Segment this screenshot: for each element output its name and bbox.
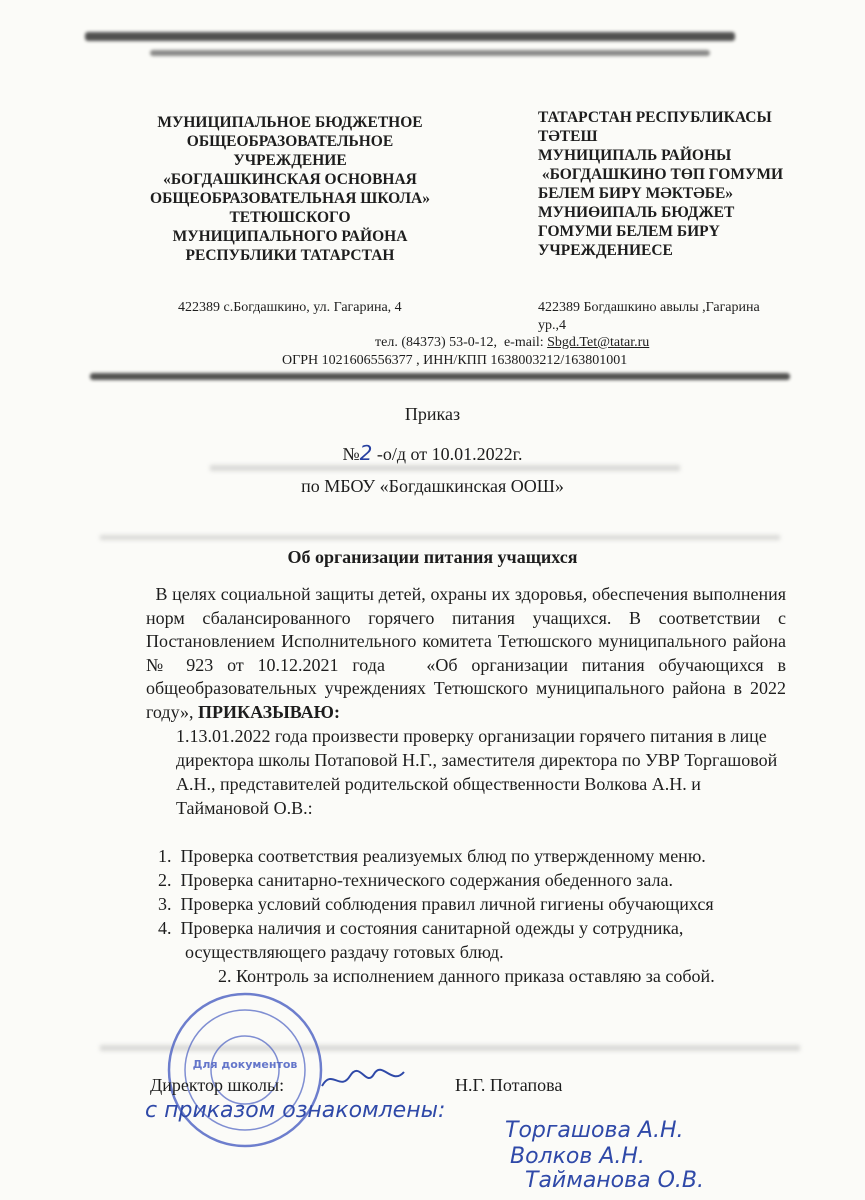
header-left-line: ТЕТЮШСКОГО bbox=[229, 209, 351, 226]
check-item: 3. Проверка условий соблюдения правил личной гигиены обучающихся bbox=[158, 894, 714, 914]
header-left-org bbox=[140, 113, 440, 265]
body-text: В целях социальной защиты детей, охраны их здоровья, обеспечения выполнения норм сбалансированного горячего питания учащихся. В соответствии с Постановлением Исполнительного комитета Тетюшского муниципального района № 923 от 10.12.2021 года «Об организации питания обучающихся в общеобразовательных учреждениях Тетюшского муниципального района в 2022 году», bbox=[146, 584, 791, 722]
director-label: Директор школы: bbox=[150, 1075, 285, 1095]
email-link[interactable]: Sbgd.Tet@tatar.ru bbox=[547, 335, 650, 350]
header-left-line: МУНИЦИПАЛЬНОЕ БЮДЖЕТНОЕ bbox=[157, 114, 423, 131]
check-item: 2. Проверка санитарно-технического содержания обеденного зала. bbox=[158, 870, 673, 890]
header-left-line: МУНИЦИПАЛЬНОГО РАЙОНА bbox=[172, 228, 408, 245]
check-item: 1. Проверка соответствия реализуемых блюд по утвержденному меню. bbox=[158, 846, 706, 866]
number-suffix: -о/д от 10.01.2022г. bbox=[372, 444, 523, 464]
order-number bbox=[0, 441, 865, 465]
ogrn-line: ОГРН 1021606556377 , ИНН/КПП 1638003212/163801001 bbox=[282, 353, 628, 368]
header-left-line: ОБЩЕОБРАЗОВАТЕЛЬНАЯ ШКОЛА» bbox=[150, 190, 430, 207]
header-right-line: УЧРЕЖДЕНИЕСЕ bbox=[538, 242, 673, 259]
header-right-line: «БОГДАШКИНО ТӨП ГОМУМИ bbox=[538, 166, 784, 183]
command-word: ПРИКАЗЫВАЮ: bbox=[198, 701, 340, 722]
stamp-center-text: Для документов bbox=[192, 1058, 298, 1071]
header-right-line: ТАТАРСТАН РЕСПУБЛИКАСЫ bbox=[538, 109, 772, 126]
item-2: 2. Контроль за исполнением данного приказа оставляю за собой. bbox=[218, 966, 715, 986]
acknowledged-note: с приказом ознакомлены: bbox=[145, 1098, 446, 1123]
handwritten-number: 2 bbox=[359, 441, 373, 465]
header-right-address-1: 422389 Богдашкино авылы ,Гагарина bbox=[538, 300, 760, 315]
director-signature-scribble bbox=[318, 1066, 408, 1102]
scan-noise-top bbox=[85, 32, 735, 41]
header-right-line: БЕЛЕМ БИРҮ МӘКТӘБЕ» bbox=[538, 185, 734, 202]
scan-noise-mid-2 bbox=[100, 535, 780, 540]
phone-text: тел. (84373) 53-0-12, e-mail: bbox=[375, 335, 548, 350]
scan-noise-top-2 bbox=[150, 50, 710, 56]
header-left-line: «БОГДАШКИНСКАЯ ОСНОВНАЯ bbox=[163, 171, 417, 188]
director-name: Н.Г. Потапова bbox=[455, 1075, 563, 1095]
order-title: Приказ bbox=[404, 404, 461, 424]
check-item: 4. Проверка наличия и состояния санитарной одежды у сотрудника, bbox=[158, 918, 684, 938]
handwritten-sig-2: Волков А.Н. bbox=[510, 1144, 645, 1169]
body-paragraph bbox=[146, 583, 791, 724]
handwritten-sig-3: Тайманова О.В. bbox=[525, 1168, 704, 1193]
handwritten-sig-1: Торгашова А.Н. bbox=[505, 1118, 684, 1143]
header-left-line: ОБЩЕОБРАЗОВАТЕЛЬНОЕ bbox=[186, 133, 394, 150]
school-stamp bbox=[165, 990, 325, 1150]
header-right-address-2: ур.,4 bbox=[538, 318, 566, 333]
header-left-address: 422389 с.Богдашкино, ул. Гагарина, 4 bbox=[178, 300, 402, 315]
header-left-line: УЧРЕЖДЕНИЕ bbox=[233, 152, 347, 169]
contact-line bbox=[375, 335, 649, 351]
header-right-line: ГОМУМИ БЕЛЕМ БИРҮ bbox=[538, 223, 720, 240]
header-left-line: РЕСПУБЛИКИ ТАТАРСТАН bbox=[185, 247, 395, 264]
check-item: осуществляющего раздачу готовых блюд. bbox=[158, 942, 504, 962]
header-right-line: МУНИЦИПАЛЬ РАЙОНЫ bbox=[538, 147, 732, 164]
checks-list bbox=[158, 844, 808, 988]
number-sign: № bbox=[342, 444, 360, 464]
order-subject: Об организации питания учащихся bbox=[287, 547, 578, 567]
scan-noise-mid bbox=[210, 465, 680, 471]
header-right-line: МУНИӨИПАЛЬ БЮДЖЕТ bbox=[538, 204, 735, 221]
scan-noise-header-rule bbox=[90, 373, 790, 380]
signature-icon bbox=[318, 1066, 408, 1096]
item-1: 1.13.01.2022 года произвести проверку организации горячего питания в лице директора школы Потаповой Н.Г., заместителя директора по УВР Торгашовой А.Н., представителей родительской общественности Волкова А.Н. и Таймановой О.В.: bbox=[176, 726, 778, 818]
header-right-org bbox=[538, 108, 808, 260]
header-right-line: ТӘТЕШ bbox=[538, 128, 598, 145]
order-org: по МБОУ «Богдашкинская ООШ» bbox=[301, 476, 564, 496]
